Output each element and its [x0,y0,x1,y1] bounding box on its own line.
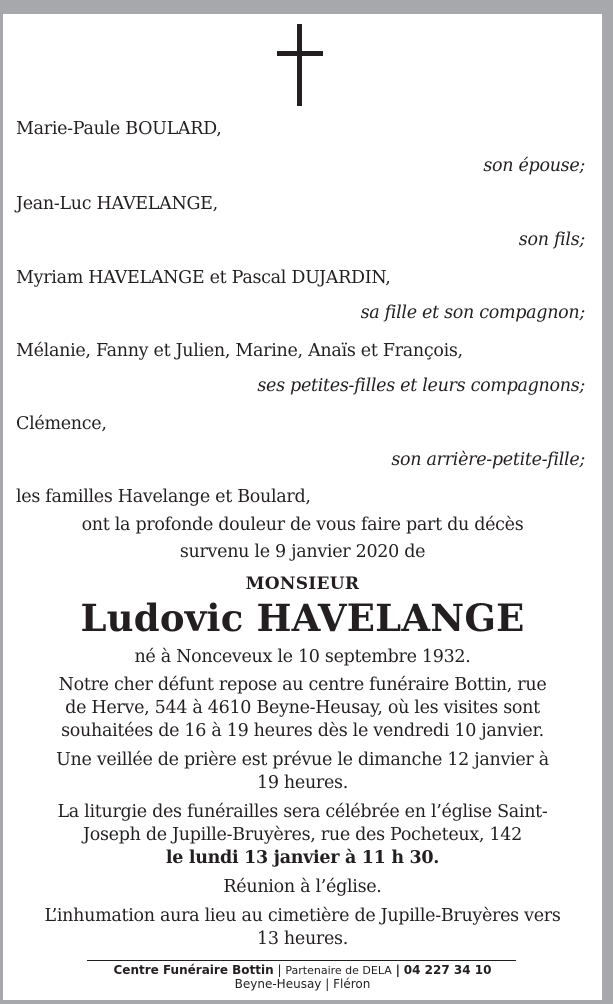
burial-line: L’inhumation aura lieu au cimetière de Jupille-Bruyères vers [44,906,561,926]
title-monsieur: MONSIEUR [245,574,360,594]
footer-divider [87,960,516,961]
partner-text: Partenaire de DELA [285,964,392,977]
rest-info-line: souhaitées de 16 à 19 heures dès le vendredi 10 janvier. [61,721,544,741]
family-member-relation: son fils; [518,230,585,250]
liturgy-datetime: le lundi 13 janvier à 11 h 30. [165,848,440,868]
footer-line-2 [3,977,602,991]
family-member-relation: son épouse; [483,156,585,176]
separator: | [277,963,282,977]
deceased-name: Ludovic HAVELANGE [80,596,525,640]
announcement-date: survenu le 9 janvier 2020 de [179,542,426,562]
family-member-name: Jean-Luc HAVELANGE, [16,194,218,214]
family-member-name: Mélanie, Fanny et Julien, Marine, Anaïs et François, [16,341,463,361]
rest-info-line: Notre cher défunt repose au centre funéraire Bottin, rue [58,675,547,695]
phone-number: 04 227 34 10 [403,963,492,977]
birth-info: né à Nonceveux le 10 septembre 1932. [134,647,471,667]
families-line: les familles Havelange et Boulard, [16,487,311,507]
rest-info-line: de Herve, 544 à 4610 Beyne-Heusay, où les visites sont [65,698,540,718]
location: Beyne-Heusay [234,977,322,991]
meeting-line: Réunion à l’église. [223,877,382,897]
liturgy-line: Joseph de Jupille-Bruyères, rue des Pocheteux, 142 [83,825,522,845]
family-member-relation: sa fille et son compagnon; [360,303,585,323]
separator: | [395,963,400,977]
footer-line-1 [3,963,602,978]
family-member-relation: son arrière-petite-fille; [391,450,585,470]
announcement-line: ont la profonde douleur de vous faire part du décès [81,515,524,535]
separator: | [325,977,330,991]
family-member-relation: ses petites-filles et leurs compagnons; [257,376,585,396]
funeral-home-name: Centre Funéraire Bottin [113,963,274,977]
family-member-name: Myriam HAVELANGE et Pascal DUJARDIN, [16,268,391,288]
vigil-line: Une veillée de prière est prévue le dimanche 12 janvier à [56,750,549,770]
liturgy-line: La liturgie des funérailles sera célébrée en l’église Saint- [57,802,548,822]
family-member-name: Marie-Paule BOULARD, [16,119,222,139]
family-member-name: Clémence, [16,414,107,434]
vigil-line: 19 heures. [257,773,348,793]
burial-line: 13 heures. [257,929,348,949]
location: Fléron [333,977,371,991]
obituary-card [3,14,602,1000]
